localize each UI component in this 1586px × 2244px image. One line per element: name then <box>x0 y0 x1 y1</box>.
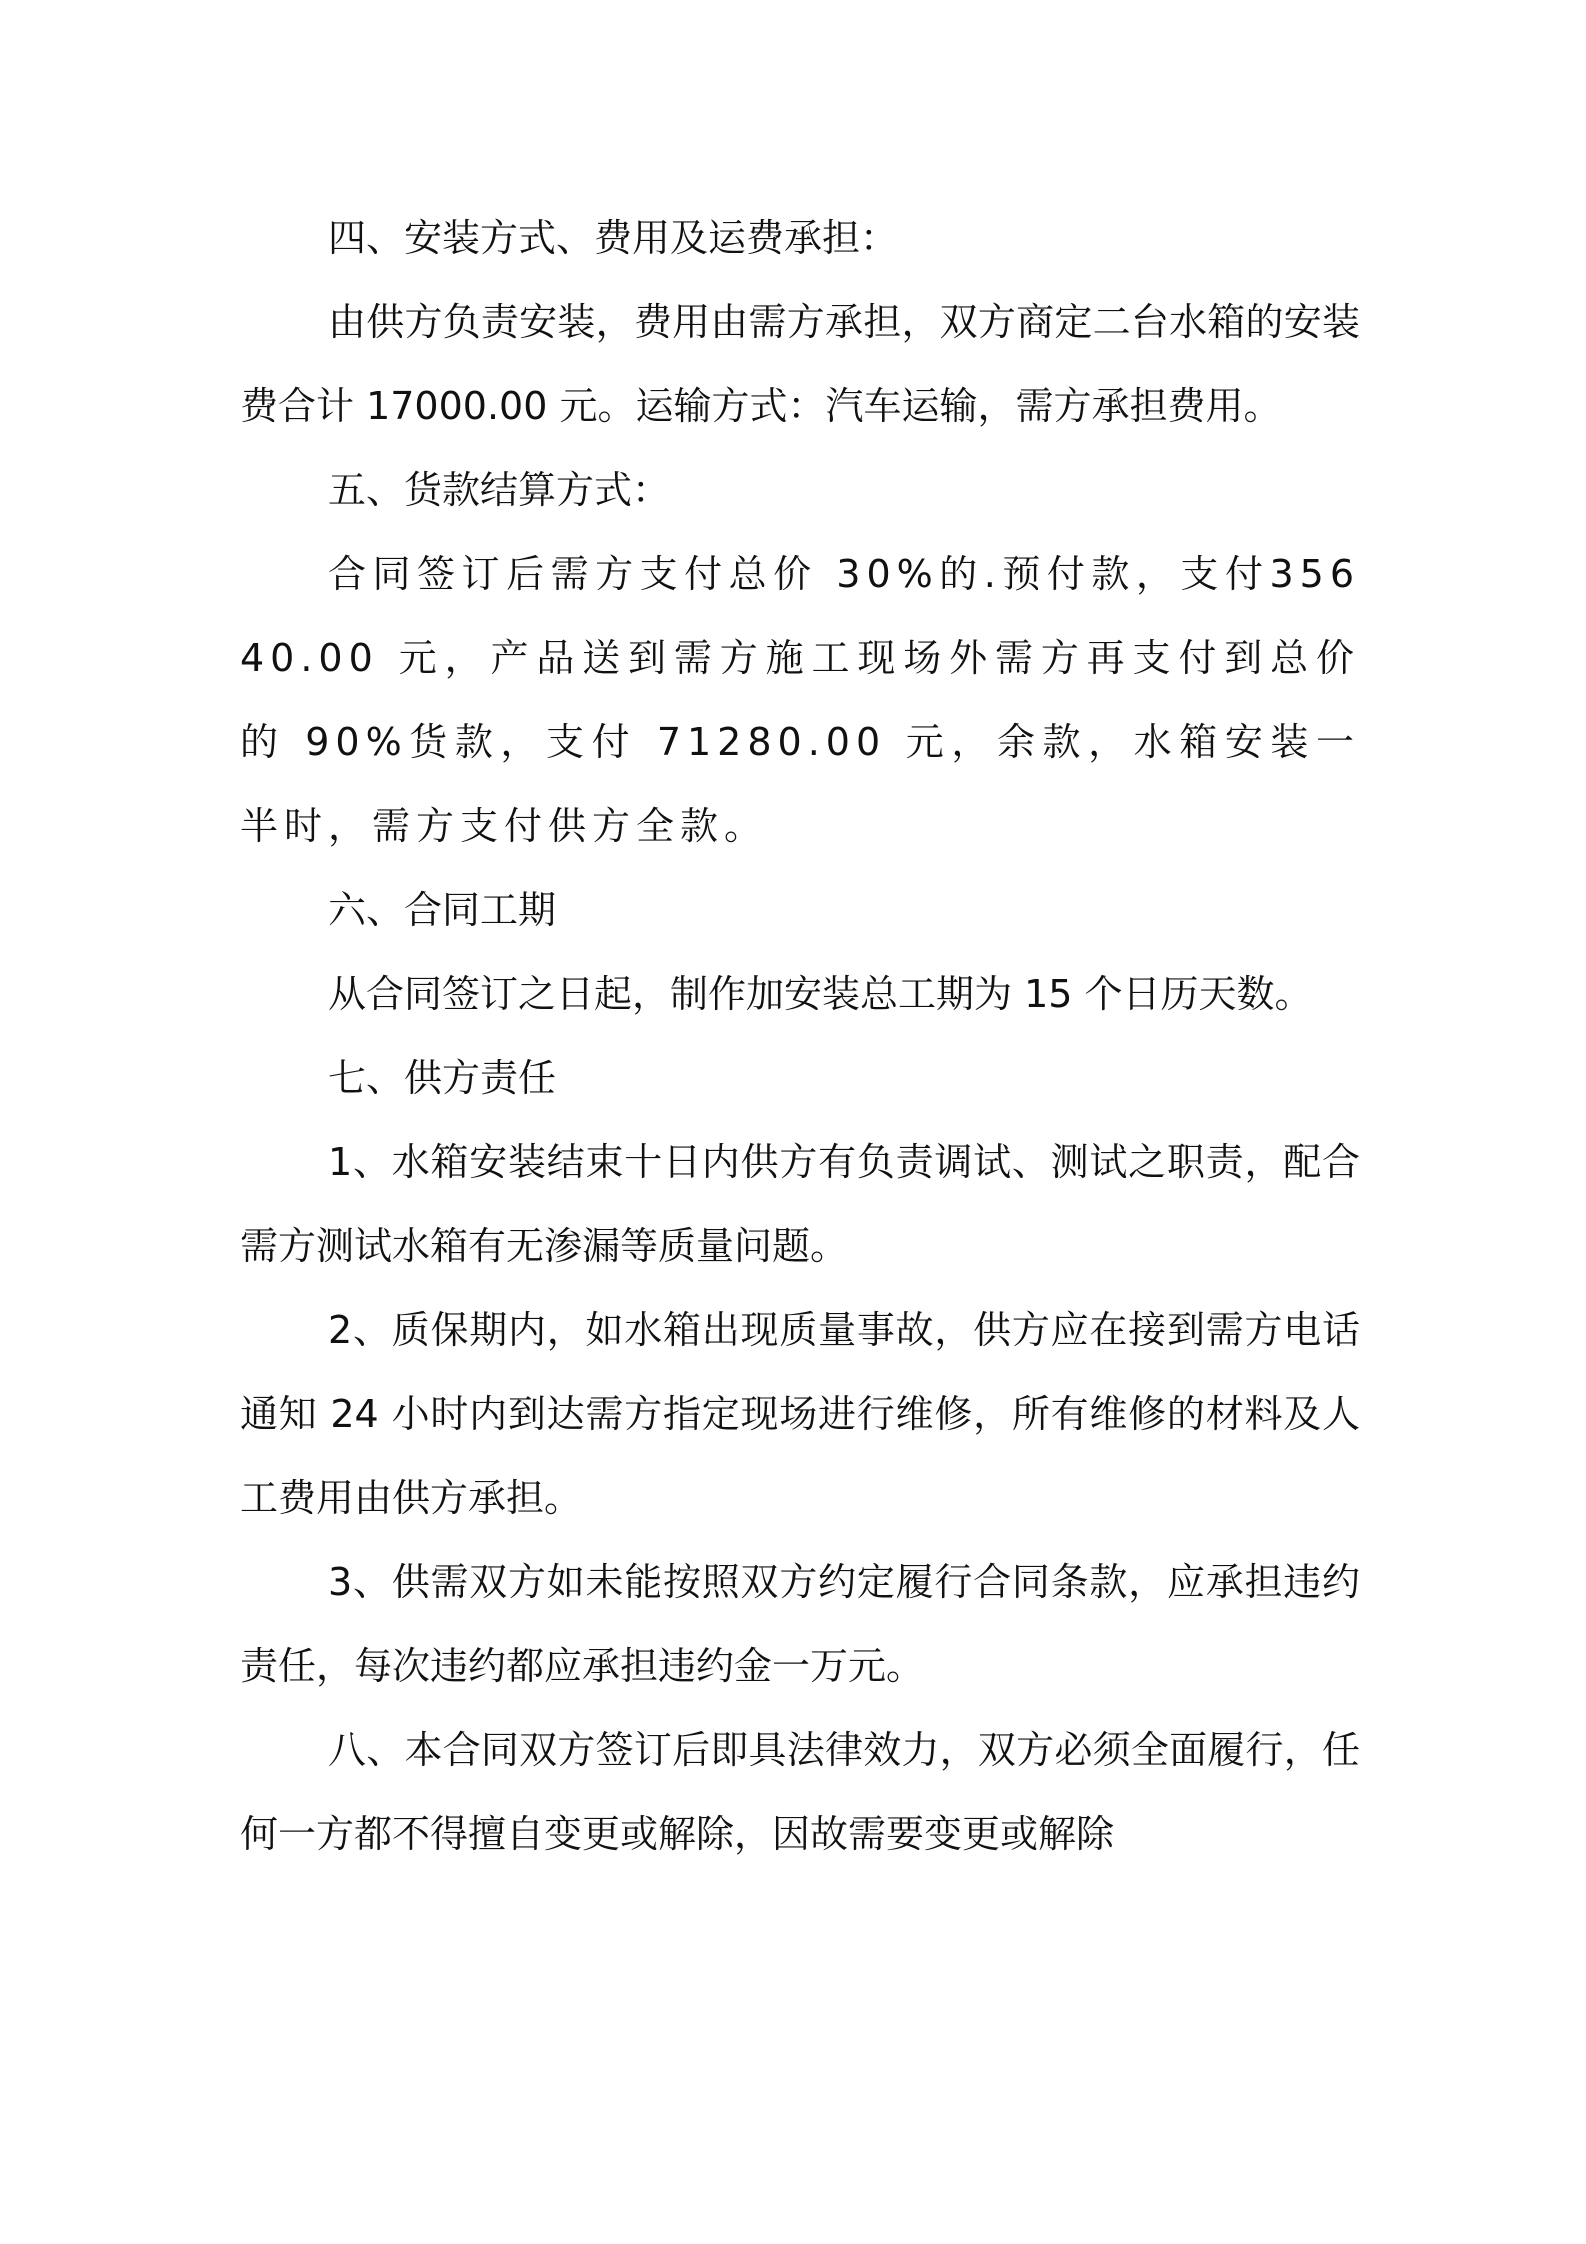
supplier-duty-1: 1、水箱安装结束十日内供方有负责调试、测试之职责，配合需方测试水箱有无渗漏等质量问题。 <box>240 1140 1360 1268</box>
duration-text: 从合同签订之日起，制作加安装总工期为 15 个日历天数。 <box>328 972 1313 1016</box>
supplier-duty-3: 3、供需双方如未能按照双方约定履行合同条款，应承担违约责任，每次违约都应承担违约金一万元。 <box>240 1560 1360 1688</box>
document-body <box>240 196 1360 1876</box>
section-heading-supplier-duties: 七、供方责任 <box>328 1056 557 1100</box>
section-heading-duration: 六、合同工期 <box>328 888 557 932</box>
supplier-duty-2: 2、质保期内，如水箱出现质量事故，供方应在接到需方电话通知 24 小时内到达需方指定现场进行维修，所有维修的材料及人工费用由供方承担。 <box>240 1308 1360 1520</box>
installation-text: 由供方负责安装，费用由需方承担，双方商定二台水箱的安装费合计 17000.00 元。运输方式：汽车运输，需方承担费用。 <box>240 300 1360 428</box>
section-heading-legal-effect: 八、本合同双方签订后即具法律效力，双方必须全面履行，任何一方都不得擅自变更或解除，因故需要变更或解除 <box>240 1728 1360 1856</box>
section-heading-payment: 五、货款结算方式： <box>328 468 671 512</box>
payment-text: 合同签订后需方支付总价 30%的.预付款，支付35640.00 元，产品送到需方施工现场外需方再支付到总价的 90%货款，支付 71280.00 元，余款，水箱安装一半时，需方支付供方全款。 <box>240 552 1360 848</box>
section-heading-installation: 四、安装方式、费用及运费承担： <box>328 216 899 260</box>
